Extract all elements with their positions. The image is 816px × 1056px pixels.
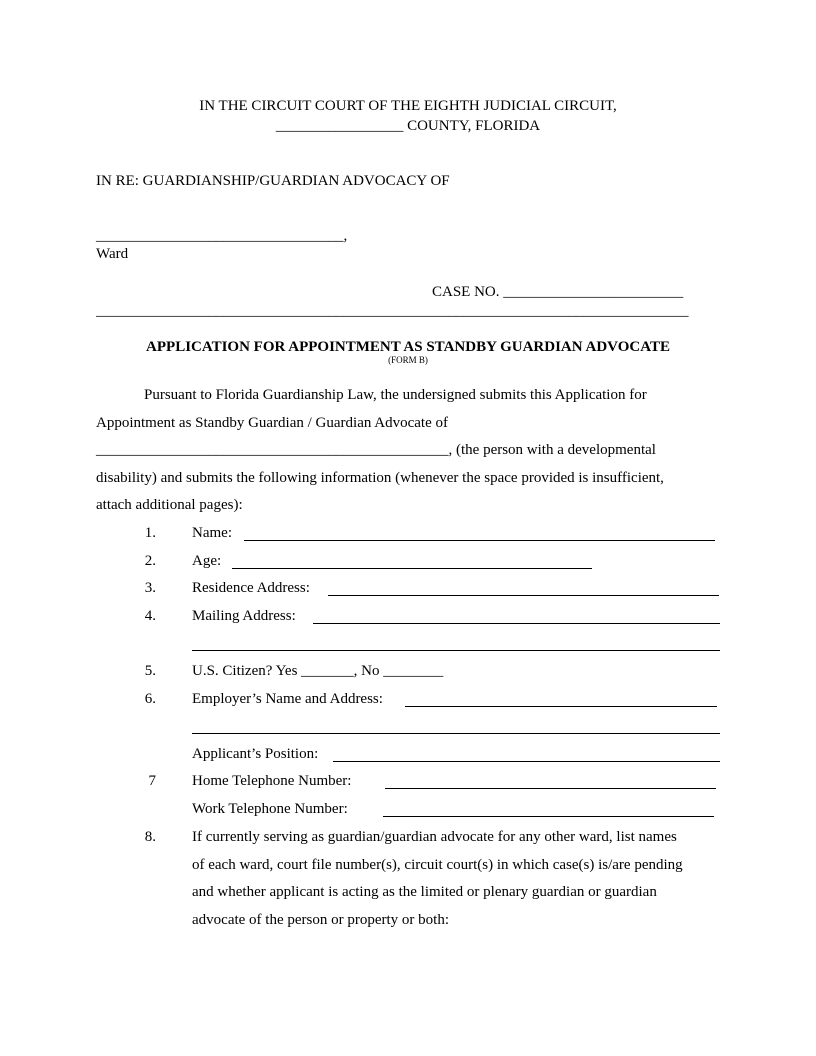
item-1-number: 1. bbox=[144, 525, 156, 541]
home-phone-label: Home Telephone Number: bbox=[192, 773, 352, 789]
residence-address-field[interactable] bbox=[328, 595, 719, 596]
employer-label: Employer’s Name and Address: bbox=[192, 691, 383, 707]
item-8-line-4: advocate of the person or property or both: bbox=[192, 912, 449, 928]
item-8-line-2: of each ward, court file number(s), circuit court(s) in which case(s) is/are pending bbox=[192, 857, 683, 873]
county-line: _________________ COUNTY, FLORIDA bbox=[275, 118, 541, 134]
age-label: Age: bbox=[192, 553, 222, 569]
employer-field[interactable] bbox=[405, 706, 717, 707]
name-field[interactable] bbox=[244, 540, 715, 541]
ward-label: Ward bbox=[96, 246, 129, 262]
mailing-address-field[interactable] bbox=[313, 623, 720, 624]
mailing-address-field-line-2[interactable] bbox=[192, 650, 720, 651]
item-7-number: 7 bbox=[148, 773, 156, 789]
applicant-position-field[interactable] bbox=[333, 761, 720, 762]
intro-line-4: disability) and submits the following information (whenever the space provided is insufficient, bbox=[96, 470, 664, 486]
us-citizen-question: U.S. Citizen? Yes _______, No ________ bbox=[192, 663, 444, 679]
item-8-line-3: and whether applicant is acting as the limited or plenary guardian or guardian bbox=[192, 884, 657, 900]
item-8-number: 8. bbox=[144, 829, 156, 845]
intro-line-3: _______________________________________________, (the person with a developmental bbox=[96, 442, 656, 458]
case-number: CASE NO. ________________________ bbox=[432, 284, 684, 300]
item-3-number: 3. bbox=[144, 580, 156, 596]
item-5-number: 5. bbox=[144, 663, 156, 679]
home-phone-field[interactable] bbox=[385, 788, 716, 789]
in-re-caption: IN RE: GUARDIANSHIP/GUARDIAN ADVOCACY OF bbox=[96, 173, 450, 189]
applicant-position-label: Applicant’s Position: bbox=[192, 746, 319, 762]
name-label: Name: bbox=[192, 525, 232, 541]
residence-address-label: Residence Address: bbox=[192, 580, 310, 596]
court-heading: IN THE CIRCUIT COURT OF THE EIGHTH JUDICIAL CIRCUIT, bbox=[199, 98, 617, 114]
work-phone-label: Work Telephone Number: bbox=[192, 801, 348, 817]
form-label: (FORM B) bbox=[388, 355, 428, 365]
document-title: APPLICATION FOR APPOINTMENT AS STANDBY GUARDIAN ADVOCATE bbox=[146, 339, 670, 355]
caption-divider: _______________________________________________________________________________ bbox=[96, 303, 689, 319]
mailing-address-label: Mailing Address: bbox=[192, 608, 296, 624]
employer-field-line-2[interactable] bbox=[192, 733, 720, 734]
work-phone-field[interactable] bbox=[383, 816, 714, 817]
item-2-number: 2. bbox=[144, 553, 156, 569]
ward-name-line: _________________________________, bbox=[96, 228, 348, 244]
item-8-line-1: If currently serving as guardian/guardian advocate for any other ward, list names bbox=[192, 829, 677, 845]
item-4-number: 4. bbox=[144, 608, 156, 624]
intro-line-1: Pursuant to Florida Guardianship Law, the undersigned submits this Application for bbox=[144, 387, 647, 403]
item-6-number: 6. bbox=[144, 691, 156, 707]
age-field[interactable] bbox=[232, 568, 592, 569]
intro-line-5: attach additional pages): bbox=[96, 497, 243, 513]
intro-line-2: Appointment as Standby Guardian / Guardian Advocate of bbox=[96, 415, 449, 431]
